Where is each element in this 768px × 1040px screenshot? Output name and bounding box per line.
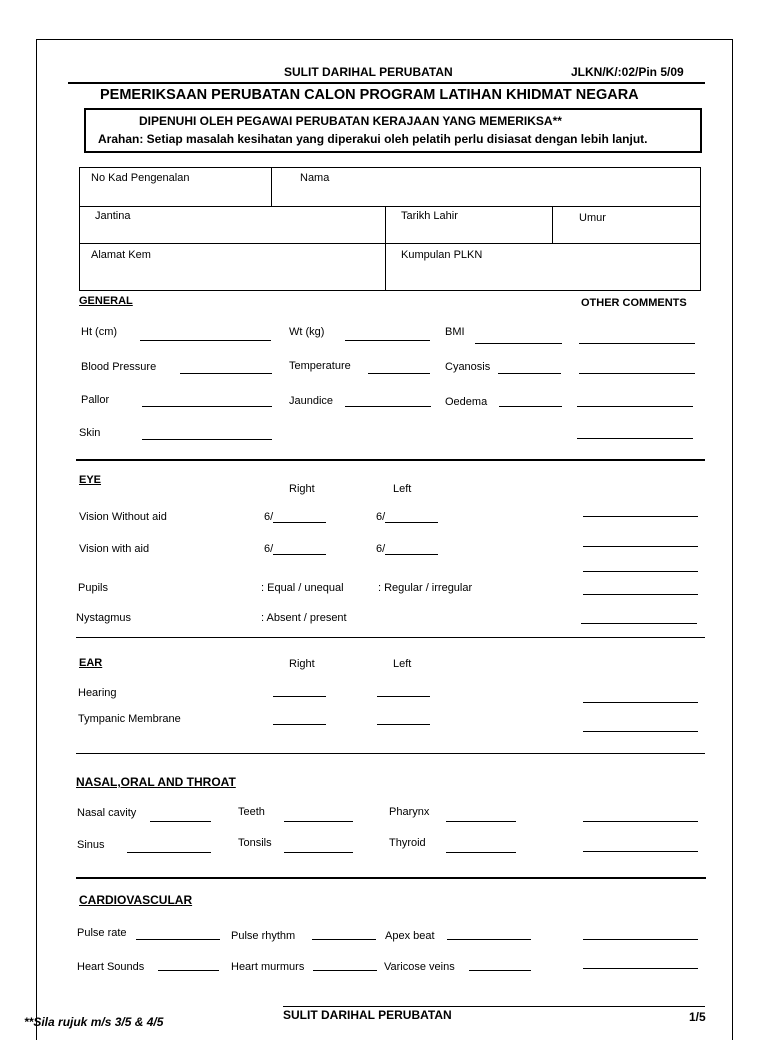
nasal-section-title: NASAL,ORAL AND THROAT (76, 775, 236, 789)
hearing-left-field[interactable] (377, 696, 430, 697)
page-number: 1/5 (689, 1010, 706, 1024)
eye-section-title: EYE (79, 474, 102, 486)
eye-left-header: Left (393, 483, 412, 495)
tympanic-left-field[interactable] (377, 724, 430, 725)
bmi-label: BMI (445, 326, 465, 338)
tonsils-field[interactable] (284, 852, 353, 853)
form-reference: JLKN/K/:02/Pin 5/09 (571, 65, 684, 79)
apex-beat-label: Apex beat (385, 930, 435, 942)
name-label: Nama (300, 172, 330, 184)
ear-section-title: EAR (79, 657, 103, 669)
plkn-group-label: Kumpulan PLKN (401, 249, 483, 261)
vision-with-left-field[interactable] (385, 554, 438, 555)
pupils-equal-option[interactable]: : Equal / unequal (261, 582, 344, 594)
pharynx-field[interactable] (446, 821, 516, 822)
identity-table (79, 167, 701, 291)
jaundice-field[interactable] (345, 406, 431, 407)
pulse-rhythm-label: Pulse rhythm (231, 930, 296, 942)
heart-sounds-field[interactable] (158, 970, 219, 971)
header-rule (68, 82, 705, 84)
height-field[interactable] (140, 340, 271, 341)
pupils-label: Pupils (78, 582, 108, 594)
teeth-field[interactable] (284, 821, 353, 822)
comment-field[interactable] (577, 438, 693, 439)
vision-without-left-field[interactable] (385, 522, 438, 523)
form-title: PEMERIKSAAN PERUBATAN CALON PROGRAM LATIHAN KHIDMAT NEGARA (100, 87, 639, 103)
varicose-veins-field[interactable] (469, 970, 531, 971)
comment-field[interactable] (583, 546, 698, 547)
nystagmus-label: Nystagmus (76, 612, 132, 624)
general-section-title: GENERAL (79, 295, 133, 307)
camp-address-label: Alamat Kem (91, 249, 151, 261)
pallor-field[interactable] (142, 406, 272, 407)
weight-label: Wt (kg) (289, 326, 325, 338)
vision-with-right-field[interactable] (273, 554, 326, 555)
dob-label: Tarikh Lahir (401, 210, 458, 222)
sinus-field[interactable] (127, 852, 211, 853)
weight-field[interactable] (345, 340, 430, 341)
gender-label: Jantina (95, 210, 131, 222)
temperature-label: Temperature (289, 360, 351, 372)
bmi-field[interactable] (475, 343, 562, 344)
comment-field[interactable] (583, 594, 698, 595)
comment-field[interactable] (579, 343, 695, 344)
heart-sounds-label: Heart Sounds (77, 961, 145, 973)
confidential-header: SULIT DARIHAL PERUBATAN (284, 65, 453, 79)
age-label: Umur (579, 212, 606, 224)
pharynx-label: Pharynx (389, 806, 430, 818)
vision-without-aid-label: Vision Without aid (79, 511, 167, 523)
pulse-rate-label: Pulse rate (77, 927, 127, 939)
ear-right-header: Right (289, 658, 315, 670)
comment-field[interactable] (583, 571, 698, 572)
comment-field[interactable] (583, 702, 698, 703)
comment-field[interactable] (583, 731, 698, 732)
section-divider (76, 753, 705, 754)
thyroid-label: Thyroid (389, 837, 426, 849)
comment-field[interactable] (583, 968, 698, 969)
tympanic-right-field[interactable] (273, 724, 326, 725)
ic-number-label: No Kad Pengenalan (91, 172, 190, 184)
jaundice-label: Jaundice (289, 395, 334, 407)
oedema-label: Oedema (445, 396, 488, 408)
apex-beat-field[interactable] (447, 939, 531, 940)
hearing-right-field[interactable] (273, 696, 326, 697)
notice-line-2: Arahan: Setiap masalah kesihatan yang diperakui oleh pelatih perlu disiasat dengan lebih lanjut. (98, 132, 648, 146)
tonsils-label: Tonsils (238, 837, 272, 849)
temperature-field[interactable] (368, 373, 430, 374)
sinus-label: Sinus (77, 839, 105, 851)
heart-murmurs-field[interactable] (313, 970, 377, 971)
blood-pressure-field[interactable] (180, 373, 272, 374)
cardiovascular-section-title: CARDIOVASCULAR (79, 893, 193, 907)
vision-right-prefix: 6/ (264, 511, 274, 523)
vision-left-prefix: 6/ (376, 511, 386, 523)
comment-field[interactable] (583, 939, 698, 940)
comment-field[interactable] (583, 516, 698, 517)
height-label: Ht (cm) (81, 326, 118, 338)
footer-confidential: SULIT DARIHAL PERUBATAN (283, 1008, 452, 1022)
oedema-field[interactable] (499, 406, 562, 407)
pupils-regular-option[interactable]: : Regular / irregular (378, 582, 473, 594)
section-divider (76, 877, 706, 879)
comment-field[interactable] (583, 851, 698, 852)
pulse-rhythm-field[interactable] (312, 939, 376, 940)
skin-field[interactable] (142, 439, 272, 440)
nasal-cavity-label: Nasal cavity (77, 807, 137, 819)
ear-left-header: Left (393, 658, 412, 670)
notice-line-1: DIPENUHI OLEH PEGAWAI PERUBATAN KERAJAAN YANG MEMERIKSA** (139, 114, 562, 128)
blood-pressure-label: Blood Pressure (81, 361, 157, 373)
footer-rule (283, 1006, 705, 1007)
cyanosis-label: Cyanosis (445, 361, 491, 373)
hearing-label: Hearing (78, 687, 117, 699)
eye-right-header: Right (289, 483, 315, 495)
comment-field[interactable] (577, 406, 693, 407)
other-comments-heading: OTHER COMMENTS (581, 297, 687, 309)
heart-murmurs-label: Heart murmurs (231, 961, 305, 973)
vision-with-aid-label: Vision with aid (79, 543, 150, 555)
vision-without-right-field[interactable] (273, 522, 326, 523)
tympanic-membrane-label: Tympanic Membrane (78, 713, 181, 725)
cyanosis-field[interactable] (498, 373, 561, 374)
varicose-veins-label: Varicose veins (384, 961, 455, 973)
nasal-cavity-field[interactable] (150, 821, 211, 822)
comment-field[interactable] (579, 373, 695, 374)
section-divider (76, 637, 705, 638)
thyroid-field[interactable] (446, 852, 516, 853)
nystagmus-option[interactable]: : Absent / present (261, 612, 347, 624)
comment-field[interactable] (581, 623, 697, 624)
teeth-label: Teeth (238, 806, 265, 818)
skin-label: Skin (79, 427, 101, 439)
footer-note: **Sila rujuk m/s 3/5 & 4/5 (24, 1015, 164, 1029)
vision-left-prefix: 6/ (376, 543, 386, 555)
vision-right-prefix: 6/ (264, 543, 274, 555)
comment-field[interactable] (583, 821, 698, 822)
pallor-label: Pallor (81, 394, 110, 406)
pulse-rate-field[interactable] (136, 939, 220, 940)
section-divider (76, 459, 705, 461)
